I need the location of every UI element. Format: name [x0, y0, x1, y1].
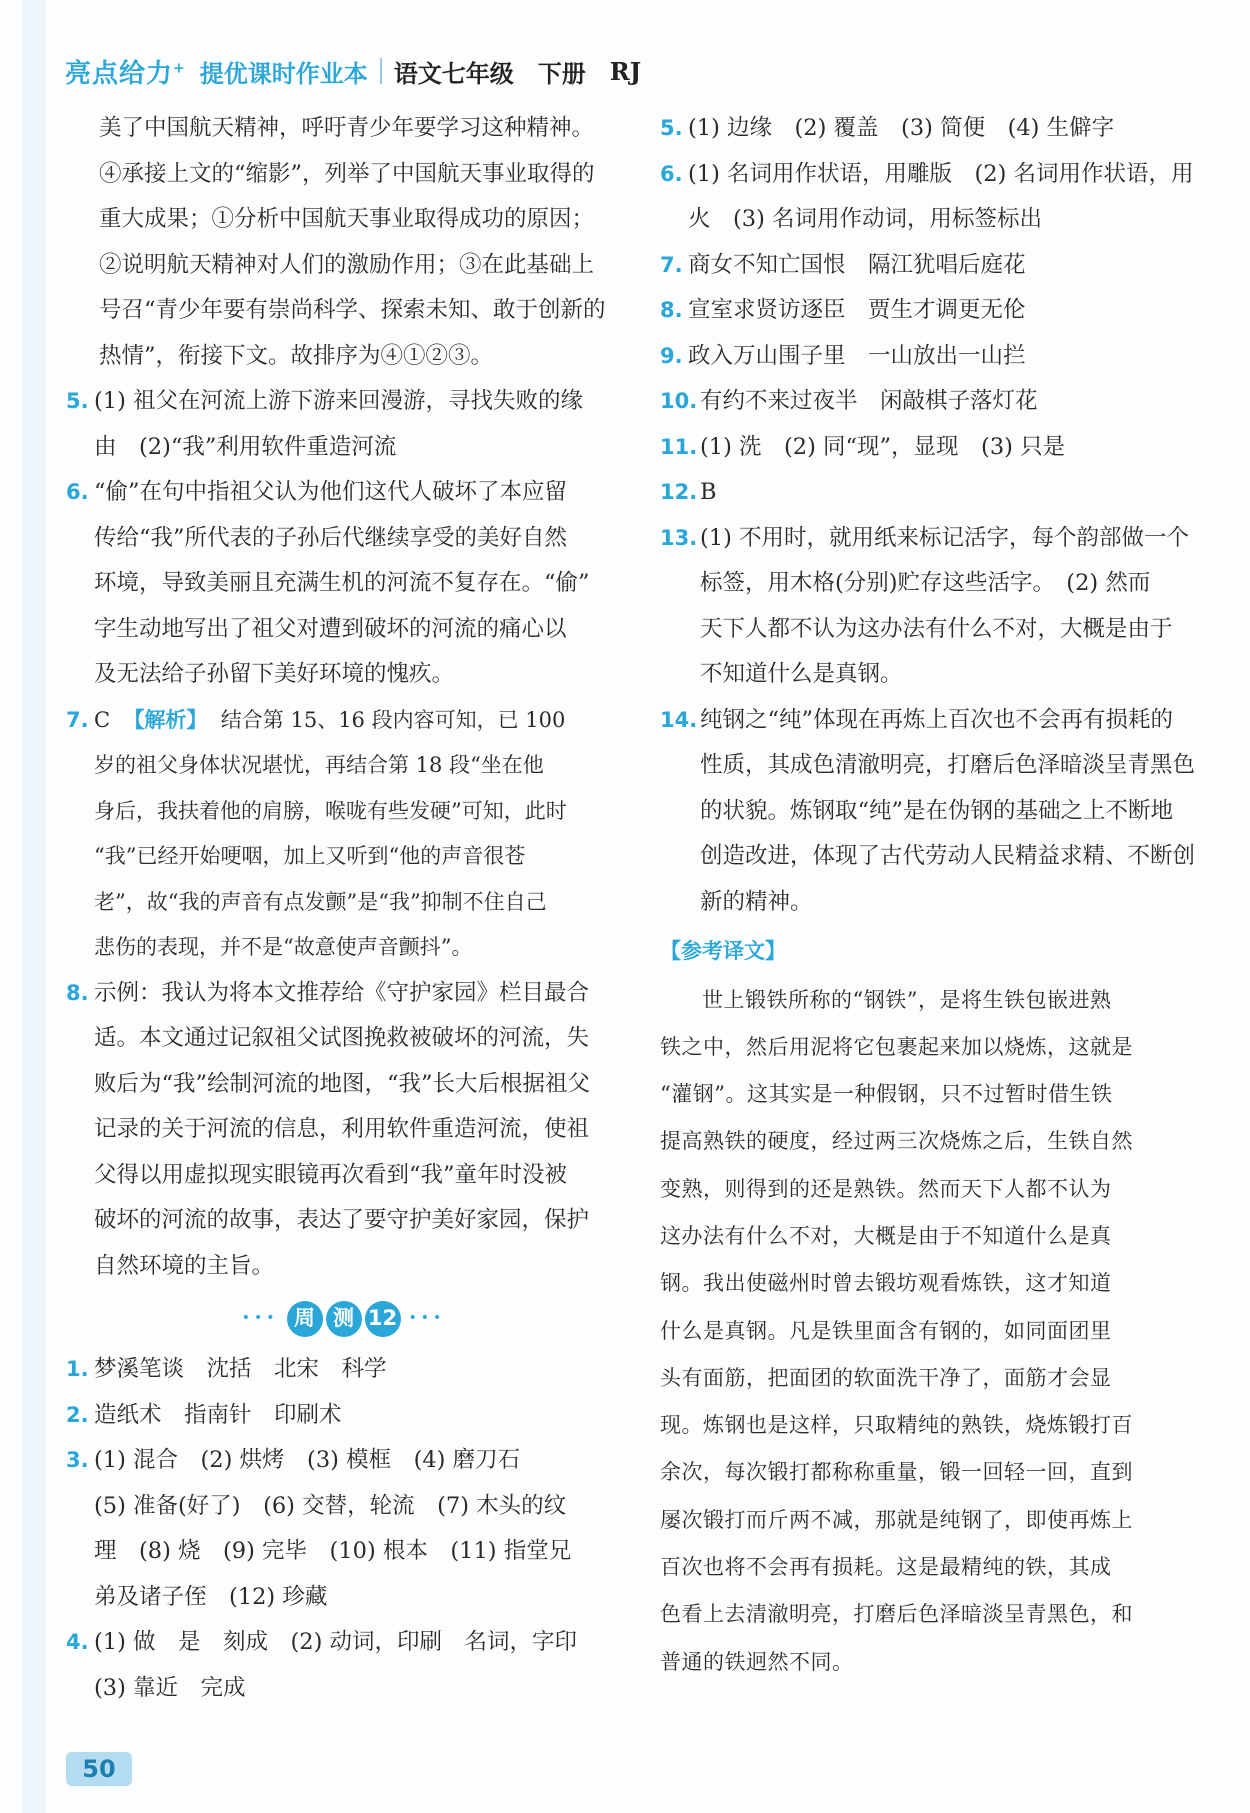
week-item-1: 1. 梦溪笔谈 沈括 北宋 科学: [66, 1356, 387, 1382]
volume: 下册: [537, 59, 586, 88]
answer-item-r12: 12. B: [660, 479, 717, 505]
left-column: [66, 106, 621, 1711]
answer-item-r6: 6. (1) 名词用作状语，用雕版 (2) 名词用作状语，用 火 (3) 名词用作动词，用标签标出: [660, 160, 1194, 232]
series-title: 提优课时作业本: [199, 59, 368, 88]
answer-item-r5: 5. (1) 边缘 (2) 覆盖 (3) 简便 (4) 生僻字: [660, 115, 1115, 141]
week-test-heading: ••• 周 测 12 •••: [66, 1297, 621, 1341]
reference-translation-title: 【参考译文】: [660, 939, 786, 963]
header-divider: [380, 58, 382, 84]
week-item-3: 3. (1) 混合 (2) 烘烤 (3) 模框 (4) 磨刀石 (5) 准备(好了) (6) 交替，轮流 (7) 木头的纹 理 (8) 烧 (9) 完毕 (10) 根本 (11) 指堂兄 弟及诸子侄 (12) 珍藏: [66, 1447, 572, 1610]
edition: RJ: [609, 56, 642, 86]
answer-item-7: 7. C 【解析】 结合第 15、16 段内容可知，已 100 岁的祖父身体状况堪忧，再结合第 18 段“坐在他 身后，我扶着他的肩膀，喉咙有些发硬”可知，此时 “我”已经开始哽咽，加上又听到“他的声音很苍 老”，故“我的声音有点发颤”是“我”抑制不住自己 悲伤的表现，并不是“故意使声音颤抖”。: [66, 707, 567, 959]
continued-answer: 美了中国航天精神，呼吁青少年要学习这种精神。 ④承接上文的“缩影”，列举了中国航天事业取得的 重大成果；①分析中国航天事业取得成功的原因； ②说明航天精神对人们的激励作用；③在此基础上 号召“青少年要有崇尚科学、探索未知、敢于创新的 热情”，衔接下文。故排序为④①②③。: [99, 115, 606, 369]
subject-grade: 语文七年级: [393, 59, 514, 88]
answer-item-5: 5. (1) 祖父在河流上游下游来回漫游，寻找失败的缘 由 (2)“我”利用软件重造河流: [66, 388, 584, 460]
analysis-tag: 【解析】: [123, 707, 208, 732]
right-column: [660, 106, 1205, 1686]
answer-item-r8: 8. 宣室求贤访逐臣 贾生才调更无伦: [660, 297, 1026, 323]
answer-item-r13: 13. (1) 不用时，就用纸来标记活字，每个韵部做一个 标签，用木格(分别)贮存这些活字。 (2) 然而 天下人都不认为这办法有什么不对，大概是由于 不知道什么是真钢。: [660, 524, 1190, 687]
answer-item-6: 6. “偷”在句中指祖父认为他们这代人破坏了本应留 传给“我”所代表的子孙后代继续享受的美好自然 环境，导致美丽且充满生机的河流不复存在。“偷” 字生动地写出了祖父对遭到破坏的河流的痛心以 及无法给子孙留下美好环境的愧疚。: [66, 479, 590, 687]
answer-item-r9: 9. 政入万山围子里 一山放出一山拦: [660, 342, 1026, 369]
answer-item-r10: 10. 有约不来过夜半 闲敲棋子落灯花: [660, 388, 1038, 414]
answer-item-8: 8. 示例：我认为将本文推荐给《守护家园》栏目最合 适。本文通过记叙祖父试图挽救被破坏的河流，失 败后为“我”绘制河流的地图，“我”长大后根据祖父 记录的关于河流的信息，利用软件重造河流，使祖 父得以用虚拟现实眼镜再次看到“我”童年时没被 破坏的河流的故事，表达了要守护美好家园，保护 自然环境的主旨。: [66, 979, 591, 1279]
week-item-4: 4. (1) 做 是 刻成 (2) 动词，印刷 名词，字印 (3) 靠近 完成: [66, 1629, 578, 1701]
answer-item-r11: 11. (1) 洗 (2) 同“现”，显现 (3) 只是: [660, 433, 1066, 460]
answer-item-r7: 7. 商女不知亡国恨 隔江犹唱后庭花: [660, 251, 1026, 278]
reference-translation: 世上锻铁所称的“钢铁”，是将生铁包嵌进熟 铁之中，然后用泥将它包裹起来加以烧炼，这就是 “灌钢”。这其实是一种假钢，只不过暂时借生铁 提高熟铁的硬度，经过两三次烧炼之后，生铁自然 变熟，则得到的还是熟铁。然而天下人都不认为 这办法有什么不对，大概是由于不知道什么是真 钢。我出使磁州时曾去锻坊观看炼铁，这才知道 什么是真钢。凡是铁里面含有钢的，如同面团里 头有面筋，把面团的软面洗干净了，面筋才会显 现。炼钢也是这样，只取精纯的熟铁，烧炼锻打百 余次，每次锻打都称称重量，锻一回轻一回，直到 屡次锻打而斤两不减，那就是纯钢了，即使再炼上 百次也将不会再有损耗。这是最精纯的铁，其成 色看上去清澈明亮，打磨后色泽暗淡呈青黑色，和 普通的铁迥然不同。: [660, 987, 1133, 1674]
brand-logo: 亮点给力+: [65, 58, 186, 89]
page-edge-strip: [22, 0, 46, 1813]
answer-item-r14: 14. 纯钢之“纯”体现在再炼上百次也不会再有损耗的 性质，其成色清澈明亮，打磨后色泽暗淡呈青黑色 的状貌。炼钢取“纯”是在伪钢的基础之上不断地 创造改进，体现了古代劳动人民精益求精、不断创 新的精神。: [660, 706, 1196, 915]
page-header: [65, 48, 641, 94]
page-number: 50: [66, 1752, 132, 1786]
week-item-2: 2. 造纸术 指南针 印刷术: [66, 1401, 342, 1428]
